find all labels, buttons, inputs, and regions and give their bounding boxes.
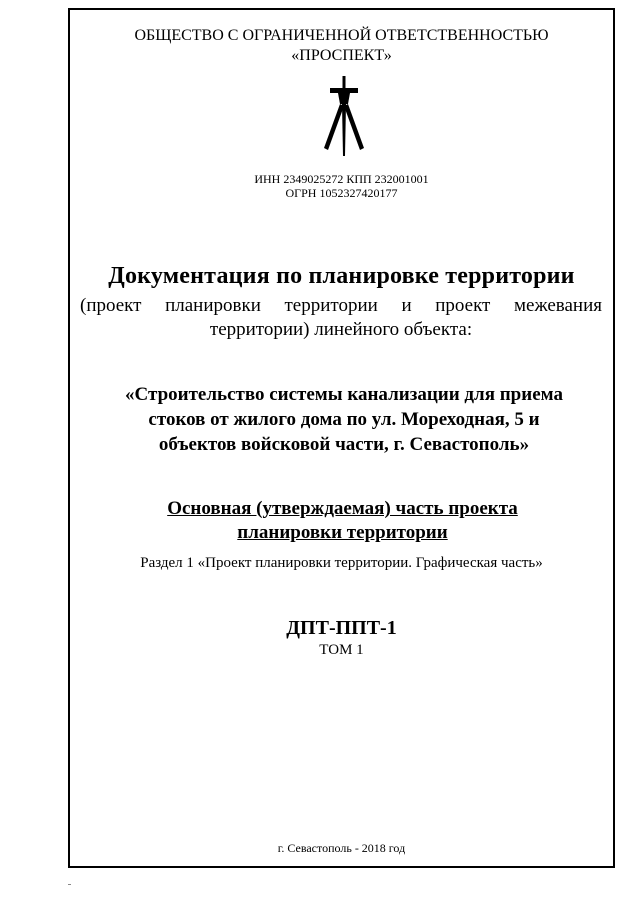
object-title-line-3: объектов войсковой части, г. Севастополь» [158,434,530,455]
part-title-line-2: планировки территории [237,522,448,543]
organization-line-2: «ПРОСПЕКТ» [291,47,392,64]
part-title [95,497,590,545]
inn-kpp: ИНН 2349025272 КПП 232001001 [254,172,429,186]
section-title: Раздел 1 «Проект планировки территории. Графическая часть» [140,555,543,571]
document-code: ДПТ-ППТ-1 [286,617,397,639]
volume-number: ТОМ 1 [319,642,364,658]
organization-line-1: ОБЩЕСТВО С ОГРАНИЧЕННОЙ ОТВЕТСТВЕННОСТЬЮ [134,27,549,44]
scan-speck [68,884,71,885]
object-title-line-1: «Строительство системы канализации для приема [125,384,563,405]
survey-tripod-logo-icon [322,76,366,158]
footer-place-year: г. Севастополь - 2018 год [277,841,406,855]
part-title-line-1: Основная (утверждаемая) часть проекта [167,498,518,519]
ogrn: ОГРН 1052327420177 [285,186,398,200]
company-identifiers [68,172,615,200]
organization-name [68,26,615,66]
object-title [90,382,598,457]
document-title: Документация по планировке территории [108,263,575,289]
document-subtitle: (проект планировки территории и проект межевания территории) линейного объекта: [80,295,602,340]
object-title-line-2: стоков от жилого дома по ул. Мореходная, 5 и [148,409,540,430]
